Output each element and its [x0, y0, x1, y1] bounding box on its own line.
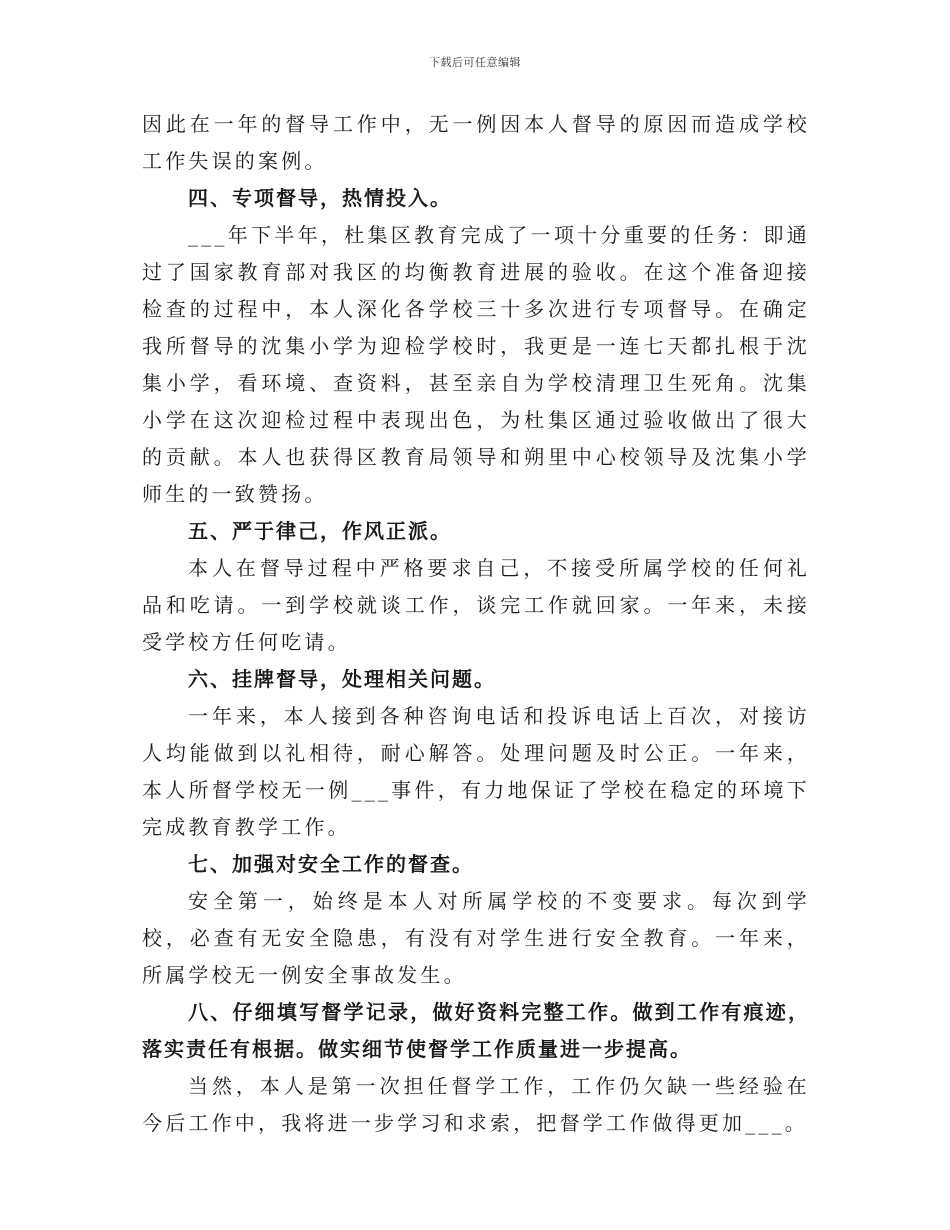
paragraph-section-5: 本人在督导过程中严格要求自己，不接受所属学校的任何礼品和吃请。一到学校就谈工作，谈完工作就回家。一年来，未接受学校方任何吃请。: [142, 556, 810, 654]
paragraph-section-4: ___年下半年，杜集区教育完成了一项十分重要的任务：即通过了国家教育部对我区的均衡教育进展的验收。在这个准备迎接检查的过程中，本人深化各学校三十多次进行专项督导。在确定我所督导的沈集小学为迎检学校时，我更是一连七天都扎根于沈集小学，看环境、查资料，甚至亲自为学校清理卫生死角。沈集小学在这次迎检过程中表现出色，为杜集区通过验收做出了很大的贡献。本人也获得区教育局领导和朔里中心校领导及沈集小学师生的一致赞扬。: [142, 223, 810, 506]
section-heading-7: 七、加强对安全工作的督查。: [188, 852, 474, 876]
paragraph-continuation: 因此在一年的督导工作中，无一例因本人督导的原因而造成学校工作失误的案例。: [142, 112, 810, 173]
paragraph-section-7: 安全第一，始终是本人对所属学校的不变要求。每次到学校，必查有无安全隐患，有没有对学生进行安全教育。一年来，所属学校无一例安全事故发生。: [142, 889, 810, 987]
section-heading-6: 六、挂牌督导，处理相关问题。: [188, 667, 496, 691]
page-header-note: 下载后可任意编辑: [429, 56, 521, 69]
paragraph-section-6: 一年来，本人接到各种咨询电话和投诉电话上百次，对接访人均能做到以礼相待，耐心解答。处理问题及时公正。一年来，本人所督学校无一例___事件，有力地保证了学校在稳定的环境下完成教育教学工作。: [142, 704, 810, 839]
document-body: [142, 106, 810, 1142]
section-heading-4: 四、专项督导，热情投入。: [188, 186, 452, 210]
section-heading-5: 五、严于律己，作风正派。: [188, 519, 452, 543]
paragraph-conclusion: 当然，本人是第一次担任督学工作，工作仍欠缺一些经验在今后工作中，我将进一步学习和求索，把督学工作做得更加___。: [142, 1074, 810, 1135]
section-heading-8: 八、仔细填写督学记录，做好资料完整工作。做到工作有痕迹，落实责任有根据。做实细节使督学工作质量进一步提高。: [142, 1000, 810, 1061]
